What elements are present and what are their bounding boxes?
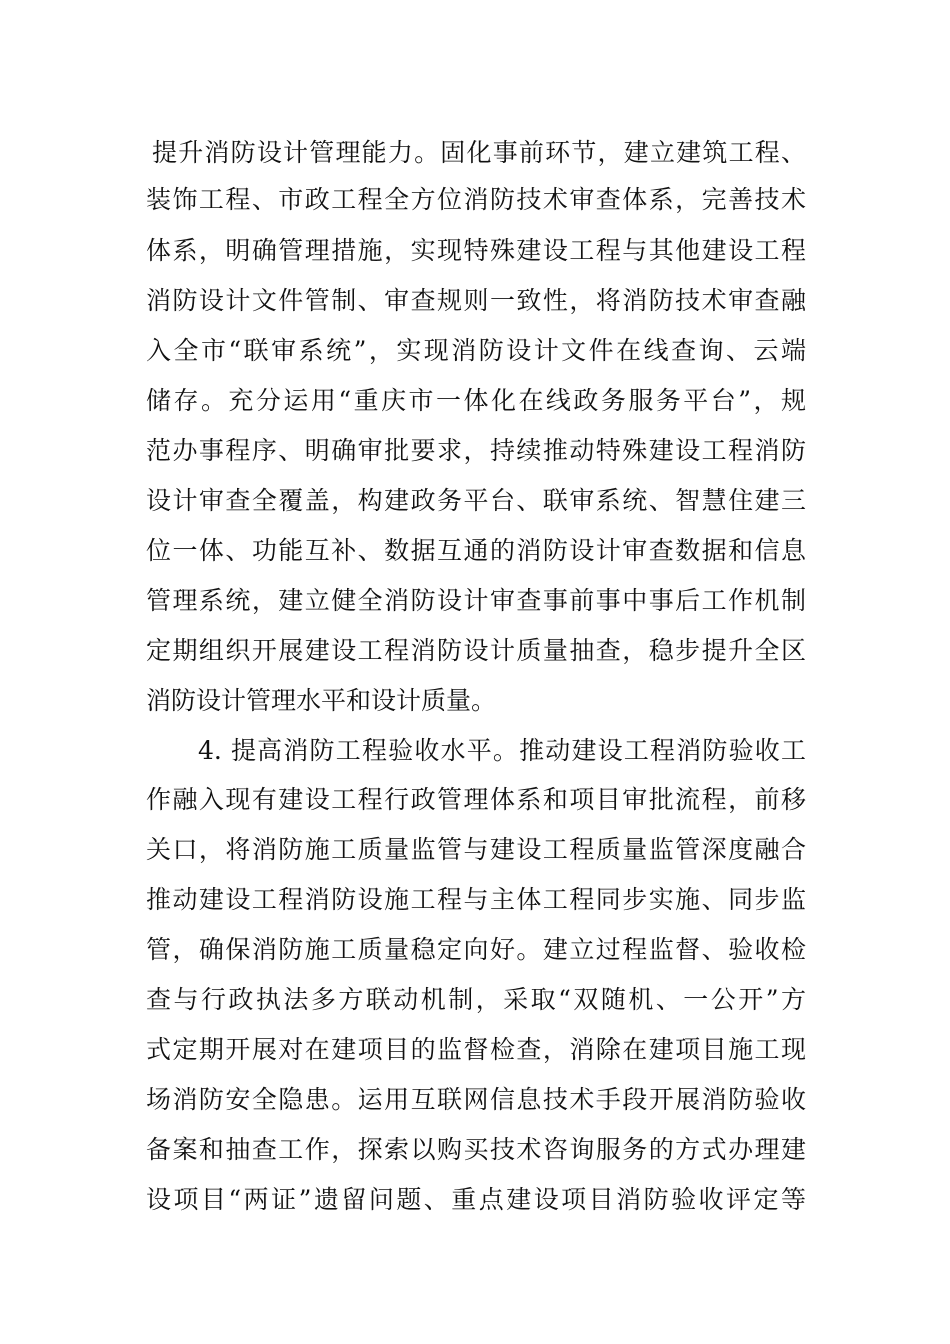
paragraph-2-line-10: 设项目“两证”遗留问题、重点建设项目消防验收评定等 [146,1185,806,1214]
paragraph-2-line-3: 关口，将消防施工质量监管与建设工程质量监管深度融合 [146,835,806,864]
paragraph-1-line-7: 范办事程序、明确审批要求，持续推动特殊建设工程消防 [146,436,806,465]
paragraph-1-line-6: 储存。充分运用“重庆市一体化在线政务服务平台”，规 [146,386,806,415]
paragraph-1-line-2: 装饰工程、市政工程全方位消防技术审查体系，完善技术 [146,185,806,214]
paragraph-1-line-11: 定期组织开展建设工程消防设计质量抽查，稳步提升全区 [146,636,806,665]
paragraph-2-line-6: 查与行政执法多方联动机制，采取“双随机、一公开”方 [146,985,806,1014]
paragraph-2-line-8: 场消防安全隐患。运用互联网信息技术手段开展消防验收 [146,1085,806,1114]
paragraph-1-line-5: 入全市“联审系统”，实现消防设计文件在线查询、云端 [146,336,806,365]
paragraph-1-line-8: 设计审查全覆盖，构建政务平台、联审系统、智慧住建三 [146,486,806,515]
paragraph-1-line-10: 管理系统，建立健全消防设计审查事前事中事后工作机制 [146,586,806,615]
paragraph-2-line-5: 管，确保消防施工质量稳定向好。建立过程监督、验收检 [146,935,806,964]
paragraph-2-line-2: 作融入现有建设工程行政管理体系和项目审批流程，前移 [146,785,806,814]
paragraph-1-line-1: 提升消防设计管理能力。固化事前环节，建立建筑工程、 [152,138,806,167]
paragraph-1-line-12: 消防设计管理水平和设计质量。 [146,686,497,715]
paragraph-2-line-4: 推动建设工程消防设施工程与主体工程同步实施、同步监 [146,885,806,914]
paragraph-1-line-3: 体系，明确管理措施，实现特殊建设工程与其他建设工程 [146,236,806,265]
paragraph-2-line-1: 4. 提高消防工程验收水平。推动建设工程消防验收工 [198,736,806,765]
paragraph-1-line-9: 位一体、功能互补、数据互通的消防设计审查数据和信息 [146,536,806,565]
paragraph-2-line-7: 式定期开展对在建项目的监督检查，消除在建项目施工现 [146,1035,806,1064]
paragraph-1-line-4: 消防设计文件管制、审查规则一致性，将消防技术审查融 [146,286,806,315]
paragraph-2-line-9: 备案和抽查工作，探索以购买技术咨询服务的方式办理建 [146,1135,806,1164]
